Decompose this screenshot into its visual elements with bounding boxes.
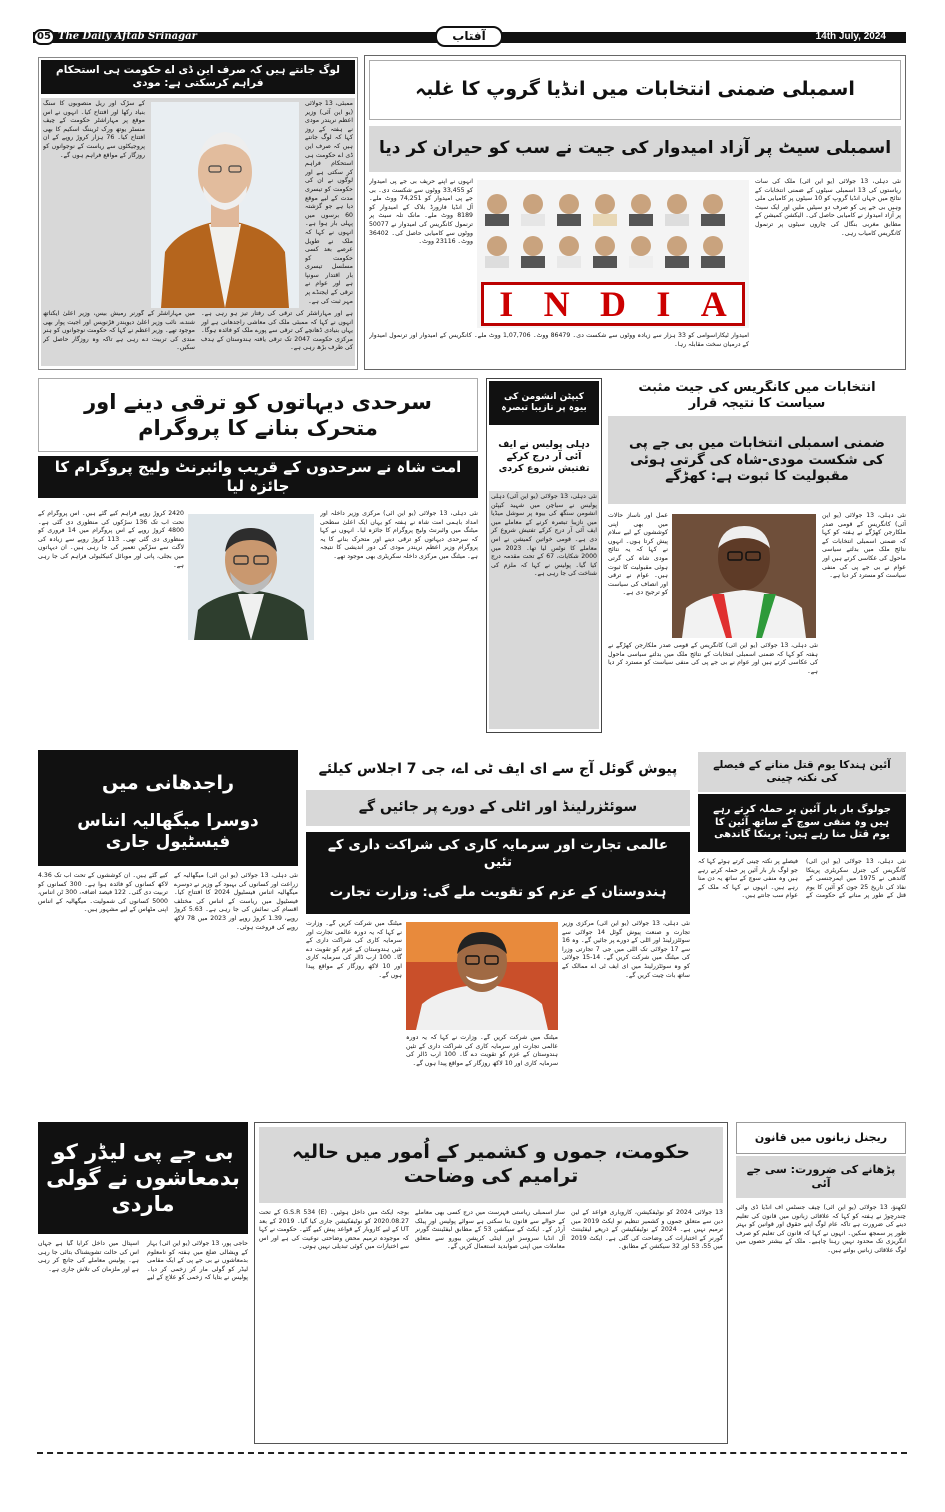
pineapple-col-left: کیے گئے ہیں۔ ان کوششوں کے تحت اب تک 4.36 لاکھ کسانوں کو فائدہ ہوا ہے۔ 300 کسانوں کو تربیت دی گئی۔ 122 فیصد اضافہ، 300 ٹن انناس، 5000 کسانوں کی شمولیت۔ میگھالیہ کے انناس اپنی مٹھاس کے لیے مشہور ہیں۔ — [38, 872, 168, 914]
page-header — [33, 29, 906, 45]
goyal-headline-4: ہندوستان کے عزم کو تقویت ملے گی: وزارت تجارت — [329, 883, 667, 900]
emergency-story — [698, 752, 906, 1108]
india-letter: N — [543, 284, 570, 324]
goyal-photo — [406, 922, 558, 1030]
congress-col-right: نئی دہلی، 13 جولائی (یو این آئی) کانگریس کے قومی صدر ملکارجن کھڑگے نے ہفتہ کو کہا کہ ضمنی اسمبلی انتخابات کے نتائج ملک میں بدلتے سیاسی ماحول کی عکاسی کرتے ہیں اور عوام نے بی جے پی کی منفی سیاست کو مسترد کر دیا ہے۔ — [822, 512, 906, 580]
issue-date: 14th July, 2024 — [815, 31, 886, 42]
india-headline-1: اسمبلی ضمنی انتخابات میں انڈیا گروپ کا غلبہ — [369, 60, 901, 120]
jk-headline: حکومت، جموں و کشمیر کے اُمور میں حالیہ ترامیم کی وضاحت — [259, 1127, 723, 1203]
pineapple-col-right: نئی دہلی، 13 جولائی (یو این آئی) میگھالیہ کے زراعت اور کسانوں کی بہبود کے وزیر نے دوسرے میگھالیہ انناس فیسٹیول 2024 کا افتتاح کیا۔ فیسٹیول میں ریاست کے انناس کی مختلف اقسام کی نمائش کی جا رہی ہے۔ 5.63 کروڑ روپے، 1.39 کروڑ روپے اور 2023 میں 78 لاکھ روپے کی فروخت ہوئی۔ — [174, 872, 298, 931]
modi-headline: لوگ جانتے ہیں کہ صرف این ڈی اے حکومت ہی استحکام فراہم کرسکتی ہے: مودی — [41, 60, 355, 94]
goyal-headline-2: سوئٹزرلینڈ اور اٹلی کے دورے پر جائیں گے — [306, 790, 690, 826]
congress-col-bottom: نئی دہلی، 13 جولائی (یو این آئی) کانگریس کے قومی صدر ملکارجن کھڑگے نے ہفتہ کو کہا کہ ضمنی اسمبلی انتخابات کے نتائج ملک میں بدلتے سیاسی ماحول کی عکاسی کرتے ہیں اور عوام نے بی جے پی کی منفی سیاست کو مسترد کر دیا ہے۔ — [608, 642, 818, 675]
modi-col-right: ممبئی، 13 جولائی (یو این آئی) وزیر اعظم نریندر مودی نے ہفتہ کے روز کہا کہ لوگ جانتے ہیں کہ صرف این ڈی اے حکومت ہی استحکام فراہم کر سکتی ہے اور لوگوں نے ان کی حکومت کو تیسری مدت کے لیے موقع دیا ہے جو گزشتہ 60 برسوں میں پہلی بار ہوا ہے۔ انہوں نے کہا کہ ملک نے طویل عرصے بعد کسی حکومت کو مسلسل تیسری بار اقتدار سونپا ہے اور عوام نے ترقی کے ایجنڈے پر مہر ثبت کی ہے۔ — [305, 100, 353, 305]
bottom-divider — [37, 1452, 907, 1454]
india-letter: I — [656, 284, 671, 324]
goyal-col-bottom: میٹنگ میں شرکت کریں گے۔ وزارت نے کہا کہ یہ دورہ عالمی تجارت اور سرمایہ کاری کی شراکت داری کے تئیں ہندوستان کے عزم کو تقویت دے گا۔ 100 ارب ڈالر کی سرمایہ کاری اور 10 لاکھ روزگار کے مواقع پیدا ہوں گے۔ — [406, 1034, 558, 1067]
bjp-story — [38, 1122, 248, 1444]
goyal-col-right: نئی دہلی، 13 جولائی (یو این آئی) مرکزی وزیر تجارت و صنعت پیوش گوئل 14 جولائی سے سوئٹزرلینڈ اور اٹلی کے دورے پر جائیں گے۔ وہ 16 سے 17 جولائی تک اٹلی میں جی 7 تجارتی وزرا کی میٹنگ میں شرکت کریں گے۔ 14-15 جولائی کو وہ سوئٹزرلینڈ میں ای ایف ٹی اے ممالک کے ساتھ بات چیت کریں گے۔ — [562, 920, 690, 979]
emergency-headline-2: جولوگ بار بار آئین پر حملہ کرتے رہے ہیں وہ منفی سوچ کے ساتھ آئین کا یوم قتل منا رہے ہیں: پرینکا گاندھی — [698, 794, 906, 852]
india-banner — [481, 282, 745, 326]
bjp-headline: بی جے پی لیڈر کو بدمعاشوں نے گولی ماردی — [38, 1122, 248, 1234]
modi-story — [38, 57, 358, 370]
pineapple-headline-1: راجدھانی میں — [101, 772, 235, 795]
jk-col-right: 13 جولائی 2024 کو نوٹیفکیشن، کاروباری قواعد کے لین دین سے متعلق جموں و کشمیر تنظیم نو ایکٹ 2019 میں ترمیم نہیں ہے۔ 2024 کے نوٹیفکیشن کے ذریعے لیفٹیننٹ گورنر کے اختیارات کی وضاحت کی گئی ہے۔ ایکٹ 2019 میں 55، 53 اور 32 سیکشن کے مطابق۔ — [571, 1209, 723, 1251]
india-headline-2: اسمبلی سیٹ پر آزاد امیدوار کی جیت نے سب کو حیران کر دیا — [369, 126, 901, 172]
jk-col-left: بوجہ ایکٹ میں داخل ہوئیں۔ G.S.R 534 (E) کے تحت 2020.08.27 کو نوٹیفکیشن جاری کیا گیا۔ 2019 کے بعد UT کے لیے کاروبار کے قواعد پیش کیے گئے۔ حکومت نے کہا کہ موجودہ ترمیم محض وضاحتی نوعیت کی ہے اور اس سے اختیارات میں کوئی تبدیلی نہیں ہوتی۔ — [259, 1209, 409, 1251]
kharge-photo — [672, 514, 816, 638]
modi-col-bottom-right: ہے اور مہاراشٹر کی ترقی کی رفتار تیز ہو رہی ہے۔ انہوں نے کہا کہ ممبئی ملک کی معاشی راجدھانی ہے اور یہاں بنیادی ڈھانچے کی ترقی سے پورے ملک کو فائدہ ہوگا۔ مرکزی حکومت 2047 تک ترقی یافتہ ہندوستان کے ہدف کی طرف بڑھ رہی ہے۔ — [201, 310, 353, 352]
india-story — [364, 55, 906, 370]
paper-name: The Daily Aftab Srinagar — [58, 31, 197, 42]
goyal-headline-1: پیوش گوئل آج سے ای ایف ٹی اے، جی 7 اجلاس کیلئے — [318, 761, 678, 778]
page-number: 05 — [33, 29, 55, 45]
emergency-headline-1: آئین ہندکا یوم قتل منانے کے فیصلے کی نکتہ چینی — [698, 752, 906, 792]
border-headline-2: امت شاہ نے سرحدوں کے قریب وائبرنٹ ولیج پروگرام کا جائزہ لیا — [38, 456, 478, 498]
india-letter: I — [499, 284, 514, 324]
pineapple-story — [38, 750, 298, 1108]
probe-col: نئی دہلی، 13 جولائی (یو این آئی) دہلی پولیس نے سیاچن میں شہید کیپٹن انشومن سنگھ کی بیوہ پر سوشل میڈیا میں نازیبا تبصرہ کرنے کے معاملے میں ایف آئی آر درج کرکے تفتیش شروع کر دی ہے۔ قومی خواتین کمیشن نے اس معاملے کا نوٹس لیا تھا۔ 2023 میں 2000 شکایات، 67 کے تحت مقدمہ درج کیا گیا۔ پولیس نے کہا کہ ملزم کی شناخت کی جا رہی ہے۔ — [489, 491, 599, 729]
language-headline-1: ریجنل زبانوں میں قانون — [736, 1122, 906, 1154]
border-story — [38, 378, 478, 733]
pineapple-headline-box — [38, 750, 298, 866]
probe-headline-2: دہلی پولیس نے ایف آئی آر درج کرکے تفتیش شروع کردی — [498, 439, 590, 474]
border-headline-1: سرحدی دیہاتوں کو ترقی دینے اور متحرک بنانے کا پروگرام — [38, 378, 478, 452]
paper-logo: آفتاب — [435, 26, 503, 47]
india-col-mid: انہوں نے اپنے حریف بی جے پی امیدوار کو 33,455 ووٹوں سے شکست دی۔ بی جے پی امیدوار کو 74,251 ووٹ ملے۔ آل انڈیا فارورڈ بلاک کے امیدوار کو 8189 ووٹ ملے۔ مانک تلہ سیٹ پر ترنمول کانگریس کی امیدوار نے 50077 ووٹوں سے کامیابی حاصل کی۔ 36402 ووٹ۔ 23116 ووٹ۔ — [369, 178, 473, 246]
congress-story — [608, 378, 906, 733]
jk-story — [254, 1122, 728, 1444]
jk-col-mid: ساز اسمبلی ریاستی فہرست میں درج کسی بھی معاملے کے حوالے سے قانون بنا سکتی ہے سوائے پولیس اور پبلک آرڈر کے۔ ایکٹ کے سیکشن 53 کے مطابق لیفٹیننٹ گورنر آل انڈیا سروسز اور اینٹی کرپشن بیورو سے متعلق معاملات میں اپنی صوابدید استعمال کریں گے۔ — [415, 1209, 565, 1251]
border-col-right: نئی دہلی، 13 جولائی (یو این آئی) مرکزی وزیر داخلہ اور امداد باہمی امت شاہ نے ہفتہ کو یہاں ایک اعلیٰ سطحی میٹنگ میں وائبرنٹ ولیج پروگرام کا جائزہ لیا۔ انہوں نے کہا کہ سرحدی دیہاتوں کو ترقی دینے اور متحرک بنانے کا یہ پروگرام وزیر اعظم نریندر مودی کی دور اندیشی کا نتیجہ ہے۔ میٹنگ میں مرکزی داخلہ سکریٹری بھی موجود تھے۔ — [320, 510, 478, 560]
language-col: لکھنؤ، 13 جولائی (یو این آئی) چیف جسٹس آف انڈیا ڈی وائی چندرچوڑ نے ہفتہ کو کہا کہ علاقائی زبانوں میں قانون کی تعلیم دینے کی ضرورت ہے تاکہ عام لوگ اپنے حقوق اور قوانین کو بہتر طور پر سمجھ سکیں۔ انہوں نے کہا کہ قانون کی تعلیم کو صرف انگریزی تک محدود نہیں رہنا چاہیے۔ ملک کے بیشتر حصوں میں لوگ علاقائی زبانیں بولتے ہیں۔ — [736, 1204, 906, 1254]
congress-headline-2: ضمنی اسمبلی انتخابات میں بی جے پی کی شکست مودی-شاہ کی گرتی ہوئی مقبولیت کا ثبوت ہے: کھڑگے — [608, 416, 906, 504]
language-story — [736, 1122, 906, 1444]
india-col-right: نئی دہلی، 13 جولائی (یو این آئی) ملک کی سات ریاستوں کی 13 اسمبلی سیٹوں کے ضمنی انتخابات کے نتائج میں جہاں انڈیا گروپ کو 10 سیٹوں پر کامیابی ملی وہیں بی جے پی کو صرف دو سیٹیں ملیں اور ایک سیٹ پر آزاد امیدوار نے کامیابی حاصل کی۔ الیکشن کمیشن کے مطابق مغربی بنگال کی چاروں سیٹوں پر ترنمول کانگریس کامیاب رہی۔ — [755, 178, 901, 237]
pineapple-headline-2: دوسرا میگھالیہ انناس فیسٹیول جاری — [77, 810, 259, 852]
modi-photo — [151, 102, 299, 308]
goyal-headline-3: عالمی تجارت اور سرمایہ کاری کی شراکت داری کے تئیں — [327, 837, 669, 870]
goyal-story — [306, 750, 690, 1108]
amit-shah-photo — [188, 514, 314, 640]
congress-col-left: عمل اور ناساز حالات میں بھی اپنی کوششوں کے لیے سلام پیش کرتا ہوں۔ انہوں نے کہا کہ یہ نتائج مودی شاہ کی گرتی ہوئی مقبولیت کا ثبوت ہیں۔ عوام نے ترقی اور انصاف کی سیاست کو ترجیح دی ہے۔ — [608, 512, 668, 597]
goyal-col-left: میٹنگ میں شرکت کریں گے۔ وزارت نے کہا کہ یہ دورہ عالمی تجارت اور سرمایہ کاری کی شراکت داری کے تئیں ہندوستان کے عزم کو تقویت دے گا۔ 100 ارب ڈالر کی سرمایہ کاری اور 10 لاکھ روزگار کے مواقع پیدا ہوں گے۔ — [306, 920, 402, 979]
congress-headline-1: انتخابات میں کانگریس کی جیت مثبت سیاست کا نتیجہ قرار — [638, 380, 876, 411]
emergency-col: نئی دہلی، 13 جولائی (یو این آئی) کانگریس کی جنرل سکریٹری پرینکا گاندھی نے 1975 میں ایمرجنسی کے نفاذ کی تاریخ 25 جون کو آئین کا یوم قتل کے طور پر منانے کے حکومت کے فیصلے پر نکتہ چینی کرتے ہوئے کہا کہ جو لوگ بار بار آئین پر حملہ کرتے رہے ہیں وہ منفی سوچ کے ساتھ یہ دن منا رہے ہیں۔ انہوں نے کہا کہ ملک کے عوام سب جانتے ہیں۔ — [698, 858, 906, 900]
modi-col-left: کے سڑک اور ریل منصوبوں کا سنگ بنیاد رکھا اور افتتاح کیا۔ انہوں نے اس موقع پر مہاراشٹر حکومت کے چیف منسٹر یوتھ ورک ٹریننگ اسکیم کا بھی افتتاح کیا۔ 76 ہزار کروڑ روپے کے ان پروجیکٹوں سے ریاست کے نوجوانوں کو روزگار کے مواقع فراہم ہوں گے۔ — [43, 100, 145, 159]
modi-col-bottom-left: میں مہاراشٹر کے گورنر رمیش بیس، وزیر اعلیٰ ایکناتھ شندے، نائب وزیر اعلیٰ دیویندر فڑنویس اور اجیت پوار بھی موجود تھے۔ وزیر اعظم نے کہا کہ حکومت نوجوانوں کو ہنر مندی کی تربیت دے رہی ہے تاکہ وہ روزگار حاصل کر سکیں۔ — [43, 310, 195, 352]
probe-story — [486, 378, 602, 733]
india-letter: D — [599, 284, 626, 324]
language-headline-2: پڑھانے کی ضرورت: سی جے آئی — [736, 1156, 906, 1198]
india-col-left: امیدوار ٹیکاراسوامی کو 33 ہزار سے زیادہ ووٹوں سے شکست دی۔ 86479 ووٹ۔ 1,07,706 ووٹ ملے۔ کانگریس کے امیدوار اور ترنمول امیدوار کے درمیان سخت مقابلہ رہا۔ — [369, 332, 749, 348]
india-letter: A — [700, 284, 727, 324]
goyal-headline-box — [306, 832, 690, 914]
border-col-left: 2420 کروڑ روپے فراہم کیے گئے ہیں۔ اس پروگرام کے تحت اب تک 136 سڑکوں کی منظوری دی گئی ہے۔ 4800 کروڑ روپے کے اس پروگرام میں 14 فروری کو منظوری دی گئی تھی۔ 113 کروڑ روپے سے زیادہ کی لاگت سے سڑکیں تعمیر کی جا رہی ہیں۔ ان دیہاتوں میں بجلی، پانی اور موبائل کنیکٹیوٹی فراہم کی جا رہی ہے۔ — [38, 510, 184, 569]
bjp-col: حاجی پور، 13 جولائی (یو این آئی) بہار کے ویشالی ضلع میں ہفتہ کو نامعلوم بدمعاشوں نے بی جے پی کے ایک مقامی لیڈر کو گولی مار کر زخمی کر دیا۔ پولیس نے بتایا کہ زخمی کو علاج کے لیے اسپتال میں داخل کرایا گیا ہے جہاں اس کی حالت تشویشناک بتائی جا رہی ہے۔ پولیس معاملے کی جانچ کر رہی ہے اور ملزمان کی تلاش جاری ہے۔ — [38, 1240, 248, 1282]
probe-headline-1: کیپٹن انشومن کی بیوہ پر نازیبا تبصرہ — [489, 381, 599, 425]
